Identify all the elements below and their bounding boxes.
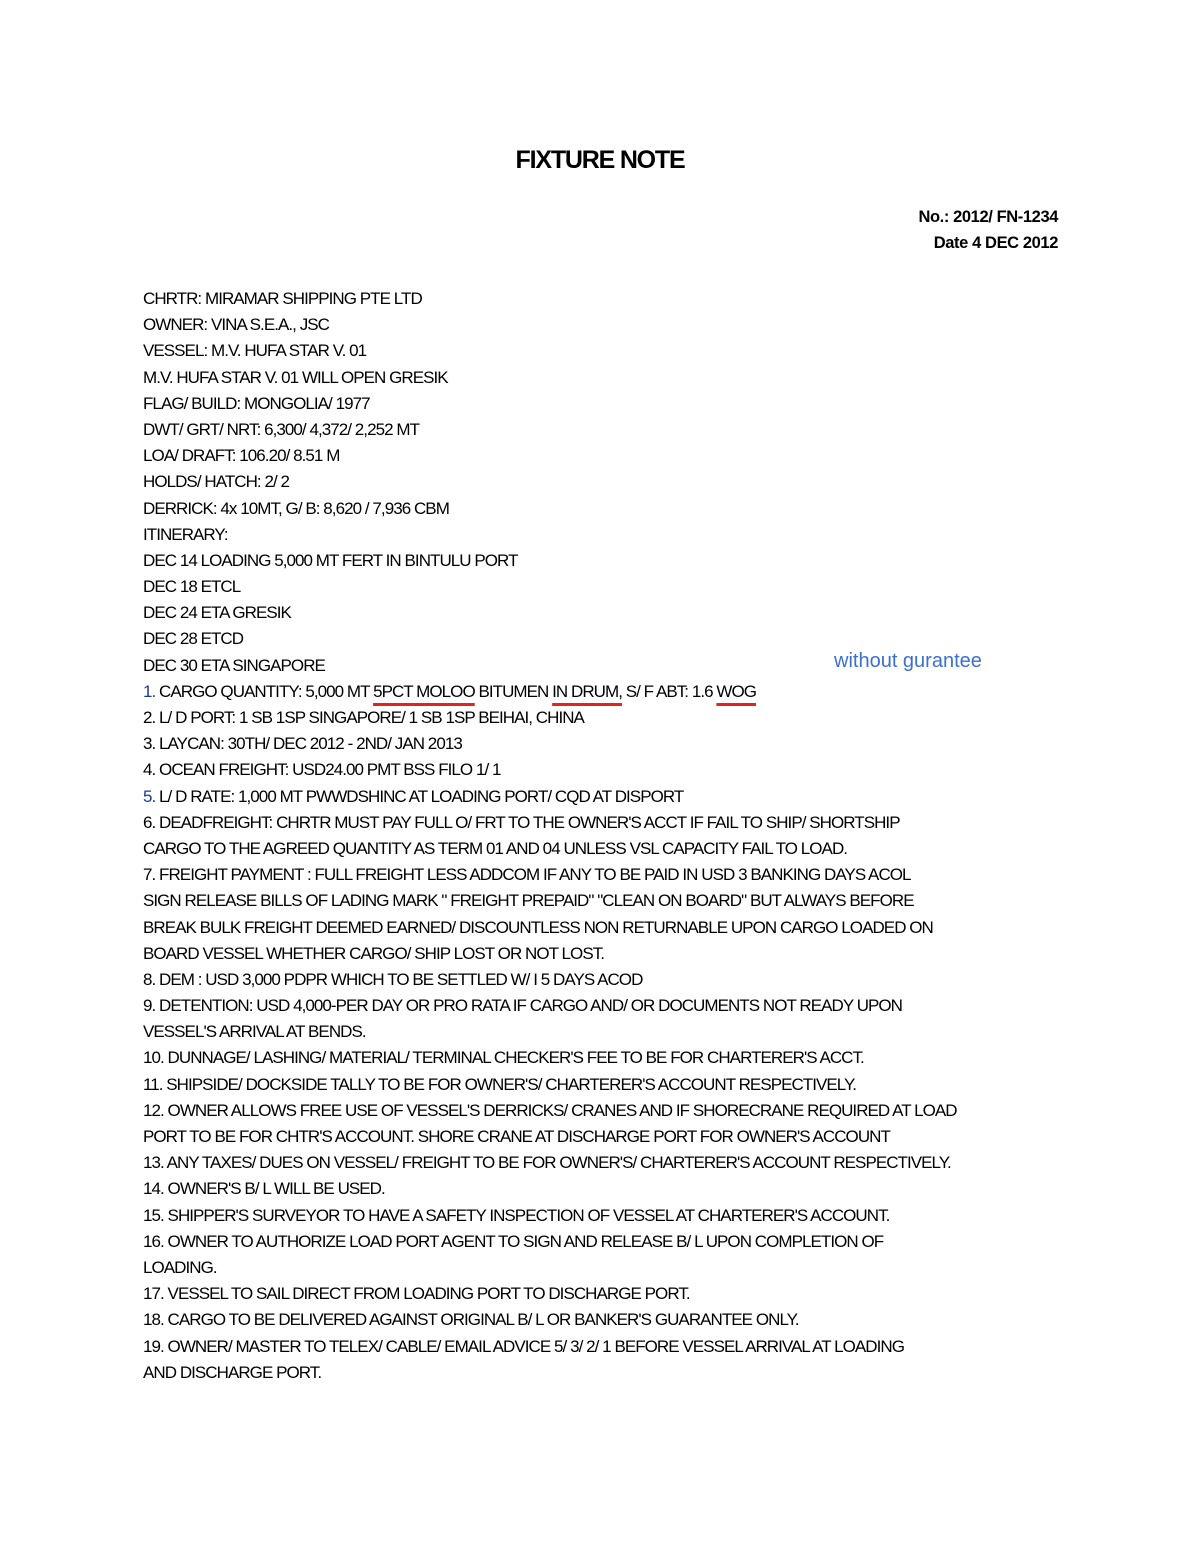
text-line: 10. DUNNAGE/ LASHING/ MATERIAL/ TERMINAL CHECKER'S FEE TO BE FOR CHARTERER'S ACCT. <box>143 1048 864 1068</box>
text-line: DEC 18 ETCL <box>143 577 241 597</box>
text-line: OWNER: VINA S.E.A., JSC <box>143 315 329 335</box>
text-line: 7. FREIGHT PAYMENT : FULL FREIGHT LESS ADDCOM IF ANY TO BE PAID IN USD 3 BANKING DAYS ACOL <box>143 865 911 885</box>
text-line: 13. ANY TAXES/ DUES ON VESSEL/ FREIGHT TO BE FOR OWNER'S/ CHARTERER'S ACCOUNT RESPECTIVELY. <box>143 1153 951 1173</box>
text-line: LOADING. <box>143 1257 217 1277</box>
document-title: FIXTURE NOTE <box>515 146 685 174</box>
reference-date: Date 4 DEC 2012 <box>933 234 1058 252</box>
text-line: 17. VESSEL TO SAIL DIRECT FROM LOADING PORT TO DISCHARGE PORT. <box>143 1284 690 1304</box>
text-line: DERRICK: 4x 10MT, G/ B: 8,620 / 7,936 CBM <box>143 498 449 518</box>
underlined-text: 5PCT MOLOO <box>373 681 475 701</box>
text-line: DEC 28 ETCD <box>143 629 244 649</box>
clause-text: L/ D RATE: 1,000 MT PWWDSHINC AT LOADING PORT/ CQD AT DISPORT <box>155 786 684 806</box>
text-line: PORT TO BE FOR CHTR'S ACCOUNT. SHORE CRANE AT DISCHARGE PORT FOR OWNER'S ACCOUNT <box>143 1127 890 1146</box>
text-line: 6. DEADFREIGHT: CHRTR MUST PAY FULL O/ FRT TO THE OWNER'S ACCT IF FAIL TO SHIP/ SHORTSHIP <box>143 812 900 832</box>
clause-ld-rate <box>143 784 1073 810</box>
underlined-text: WOG <box>716 681 757 701</box>
text-line: SIGN RELEASE BILLS OF LADING MARK " FREIGHT PREPAID" "CLEAN ON BOARD" BUT ALWAYS BEFORE <box>143 891 914 911</box>
clause-text: BITUMEN <box>474 681 553 701</box>
text-line: 11. SHIPSIDE/ DOCKSIDE TALLY TO BE FOR OWNER'S/ CHARTERER'S ACCOUNT RESPECTIVELY. <box>143 1074 857 1094</box>
text-line: 18. CARGO TO BE DELIVERED AGAINST ORIGINAL B/ L OR BANKER'S GUARANTEE ONLY. <box>143 1310 799 1330</box>
text-line: DEC 30 ETA SINGAPORE <box>143 655 325 675</box>
clause-number: 5. <box>143 786 156 806</box>
text-line: VESSEL'S ARRIVAL AT BENDS. <box>143 1022 366 1042</box>
text-line: HOLDS/ HATCH: 2/ 2 <box>143 472 290 492</box>
text-line: 9. DETENTION: USD 4,000-PER DAY OR PRO RATA IF CARGO AND/ OR DOCUMENTS NOT READY UPON <box>143 996 903 1016</box>
text-line: 19. OWNER/ MASTER TO TELEX/ CABLE/ EMAIL ADVICE 5/ 3/ 2/ 1 BEFORE VESSEL ARRIVAL AT LOADING <box>143 1336 905 1356</box>
text-line: 3. LAYCAN: 30TH/ DEC 2012 - 2ND/ JAN 2013 <box>143 734 462 754</box>
clause-number: 1. <box>143 681 156 701</box>
text-line: 2. L/ D PORT: 1 SB 1SP SINGAPORE/ 1 SB 1SP BEIHAI, CHINA <box>143 708 584 727</box>
text-line: 4. OCEAN FREIGHT: USD24.00 PMT BSS FILO 1/ 1 <box>143 760 501 780</box>
fixture-body <box>143 286 1073 1386</box>
text-line: ITINERARY: <box>143 524 228 544</box>
text-line: DEC 14 LOADING 5,000 MT FERT IN BINTULU PORT <box>143 550 518 570</box>
text-line: CARGO TO THE AGREED QUANTITY AS TERM 01 AND 04 UNLESS VSL CAPACITY FAIL TO LOAD. <box>143 838 848 858</box>
text-line: LOA/ DRAFT: 106.20/ 8.51 M <box>143 446 340 466</box>
text-line: 16. OWNER TO AUTHORIZE LOAD PORT AGENT TO SIGN AND RELEASE B/ L UPON COMPLETION OF <box>143 1231 884 1251</box>
handwritten-annotation: without gurantee <box>834 650 982 672</box>
text-line: 15. SHIPPER'S SURVEYOR TO HAVE A SAFETY INSPECTION OF VESSEL AT CHARTERER'S ACCOUNT. <box>143 1205 890 1225</box>
clause-cargo-quantity <box>143 679 1073 705</box>
text-line: BOARD VESSEL WHETHER CARGO/ SHIP LOST OR NOT LOST. <box>143 943 605 963</box>
text-line: 12. OWNER ALLOWS FREE USE OF VESSEL'S DERRICKS/ CRANES AND IF SHORECRANE REQUIRED AT LOAD <box>143 1100 957 1120</box>
underlined-text: IN DRUM, <box>552 681 622 701</box>
text-line: VESSEL: M.V. HUFA STAR V. 01 <box>143 341 367 361</box>
text-line: M.V. HUFA STAR V. 01 WILL OPEN GRESIK <box>143 367 448 387</box>
text-line: 14. OWNER'S B/ L WILL BE USED. <box>143 1179 385 1199</box>
text-line: 8. DEM : USD 3,000 PDPR WHICH TO BE SETTLED W/ I 5 DAYS ACOD <box>143 969 643 989</box>
text-line: CHRTR: MIRAMAR SHIPPING PTE LTD <box>143 289 422 308</box>
vessel-details <box>143 286 1073 679</box>
text-line: DWT/ GRT/ NRT: 6,300/ 4,372/ 2,252 MT <box>143 419 420 439</box>
text-line: FLAG/ BUILD: MONGOLIA/ 1977 <box>143 393 370 413</box>
reference-number: No.: 2012/ FN-1234 <box>918 208 1058 226</box>
text-line: DEC 24 ETA GRESIK <box>143 603 291 623</box>
clause-text: S/ F ABT: 1.6 <box>621 681 717 701</box>
clause-text: CARGO QUANTITY: 5,000 MT <box>155 681 374 701</box>
text-line: AND DISCHARGE PORT. <box>143 1362 322 1382</box>
text-line: BREAK BULK FREIGHT DEEMED EARNED/ DISCOUNTLESS NON RETURNABLE UPON CARGO LOADED ON <box>143 917 933 937</box>
